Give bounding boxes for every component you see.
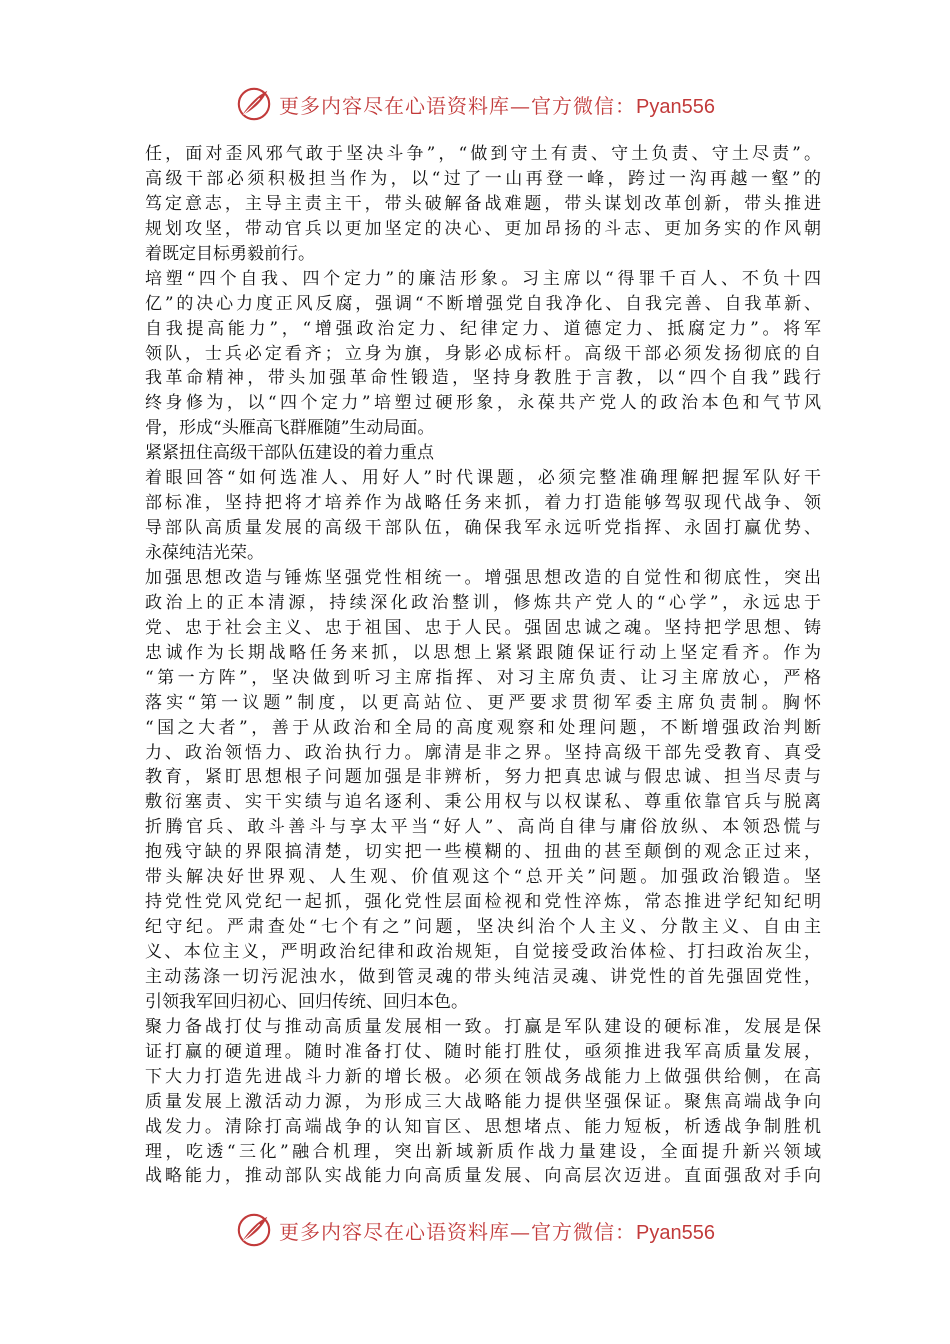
text-line: 自我提高能力”，“增强政治定力、纪律定力、道德定力、抵腐定力”。将军 [145,318,821,339]
text-line: 党、忠于社会主义、忠于祖国、忠于人民。强固忠诚之魂。坚持把学思想、铸 [145,617,821,638]
text-line: 教育，紧盯思想根子问题加强是非辨析，努力把真忠诚与假忠诚、担当尽责与 [145,767,821,788]
text-line: 落实“第一议题”制度，以更高站位、更严要求贯彻军委主席负责制。胸怀 [145,692,821,713]
footer-watermark [0,1210,950,1250]
watermark-label: 更多内容尽在心语资料库—官方微信： [279,93,637,118]
text-line: 忠诚作为长期战略任务来抓，以思想上紧紧跟随保证行动上坚定看齐。作为 [145,642,821,663]
text-line: 亿”的决心力度正风反腐，强调“不断增强党自我净化、自我完善、自我革新、 [145,293,821,314]
text-line: 骨，形成“头雁高飞群雁随”生动局面。 [145,418,435,439]
text-line: “国之大者”，善于从政治和全局的高度观察和处理问题，不断增强政治判断 [145,717,821,738]
text-line: 政治上的正本清源，持续深化政治整训，修炼共产党人的“心学”，永远忠于 [145,592,821,613]
text-line: 主动荡涤一切污泥浊水，做到管灵魂的带头纯洁灵魂、讲党性的首先强固党性， [145,966,821,987]
text-line: 永葆纯洁光荣。 [145,543,264,563]
text-line: 着眼回答“如何选准人、用好人”时代课题，必须完整准确理解把握军队好干 [145,468,821,489]
text-line: 终身修为，以“四个定力”培塑过硬形象，永葆共产党人的政治本色和气节风 [145,393,821,414]
text-line: 力、政治领悟力、政治执行力。廓清是非之界。坚持高级干部先受教育、真受 [145,742,821,763]
watermark-text [279,1216,715,1245]
text-line: 笃定意志，主导主责主干，带头破解备战难题，带头谋划改革创新，带头推进 [145,193,821,214]
text-line: 加强思想改造与锤炼坚强党性相统一。增强思想改造的自觉性和彻底性，突出 [145,567,821,588]
text-line: 着既定目标勇毅前行。 [145,243,315,264]
text-line: 紧紧扭住高级干部队伍建设的着力重点 [145,443,434,464]
text-line: 证打赢的硬道理。随时准备打仗、随时能打胜仗，亟须推进我军高质量发展， [145,1041,821,1062]
feather-pen-logo-icon [235,1211,273,1249]
text-line: 高级干部必须积极担当作为，以“过了一山再登一峰，跨过一沟再越一壑”的 [145,168,821,189]
text-line: 部标准，坚持把将才培养作为战略任务来抓，着力打造能够驾驭现代战争、领 [145,493,821,514]
text-line: 规划攻坚，带动官兵以更加坚定的决心、更加昂扬的斗志、更加务实的作风朝 [145,218,821,239]
document-body [145,142,821,1189]
header-watermark [0,84,950,124]
watermark-label: 更多内容尽在心语资料库—官方微信： [279,1219,637,1244]
feather-pen-logo-icon [235,85,273,123]
text-line: 折腾官兵、敢斗善斗与享太平当“好人”、高尚自律与庸俗放纵、本领恐慌与 [145,817,821,838]
text-line: 领队，士兵必定看齐；立身为旗，身影必成标杆。高级干部必须发扬彻底的自 [145,343,821,364]
text-line: 理，吃透“三化”融合机理，突出新域新质作战力量建设，全面提升新兴领域 [145,1141,821,1162]
text-line: 义、本位主义，严明政治纪律和政治规矩，自觉接受政治体检、打扫政治灰尘， [145,942,821,962]
text-line: 战发力。清除打高端战争的认知盲区、思想堵点、能力短板，析透战争制胜机 [145,1116,821,1137]
watermark-text [279,90,715,119]
text-line: 纪守纪。严肃查处“七个有之”问题，坚决纠治个人主义、分散主义、自由主 [145,917,821,938]
text-line: 聚力备战打仗与推动高质量发展相一致。打赢是军队建设的硬标准，发展是保 [145,1016,821,1037]
text-line: 质量发展上激活动力源，为形成三大战略能力提供坚强保证。聚焦高端战争向 [145,1091,821,1112]
text-line: 持党性党风党纪一起抓，强化党性层面检视和党性淬炼，常态推进学纪知纪明 [145,892,821,913]
watermark-wechat-id: Pyan556 [636,1221,715,1244]
text-line: 任，面对歪风邪气敢于坚决斗争”，“做到守土有责、守土负责、守土尽责”。 [145,144,821,164]
text-line: 导部队高质量发展的高级干部队伍，确保我军永远听党指挥、永固打赢优势、 [145,518,821,539]
text-line: 引领我军回归初心、回归传统、回归本色。 [145,991,468,1012]
text-line: “第一方阵”，坚决做到听习主席指挥、对习主席负责、让习主席放心，严格 [145,667,821,688]
text-line: 抱残守缺的界限搞清楚，切实把一些模糊的、扭曲的甚至颠倒的观念正过来， [145,842,821,863]
text-line: 敷衍塞责、实干实绩与追名逐利、秉公用权与以权谋私、尊重依靠官兵与脱离 [145,792,821,813]
text-line: 带头解决好世界观、人生观、价值观这个“总开关”问题。加强政治锻造。坚 [145,867,821,888]
watermark-wechat-id: Pyan556 [636,95,715,118]
text-line: 我革命精神，带头加强革命性锻造，坚持身教胜于言教，以“四个自我”践行 [145,368,821,389]
text-line: 培塑“四个自我、四个定力”的廉洁形象。习主席以“得罪千百人、不负十四 [145,268,821,289]
text-line: 战略能力，推动部队实战能力向高质量发展、向高层次迈进。直面强敌对手向 [145,1166,821,1187]
text-line: 下大力打造先进战斗力新的增长极。必须在领战务战能力上做强供给侧，在高 [145,1066,821,1087]
